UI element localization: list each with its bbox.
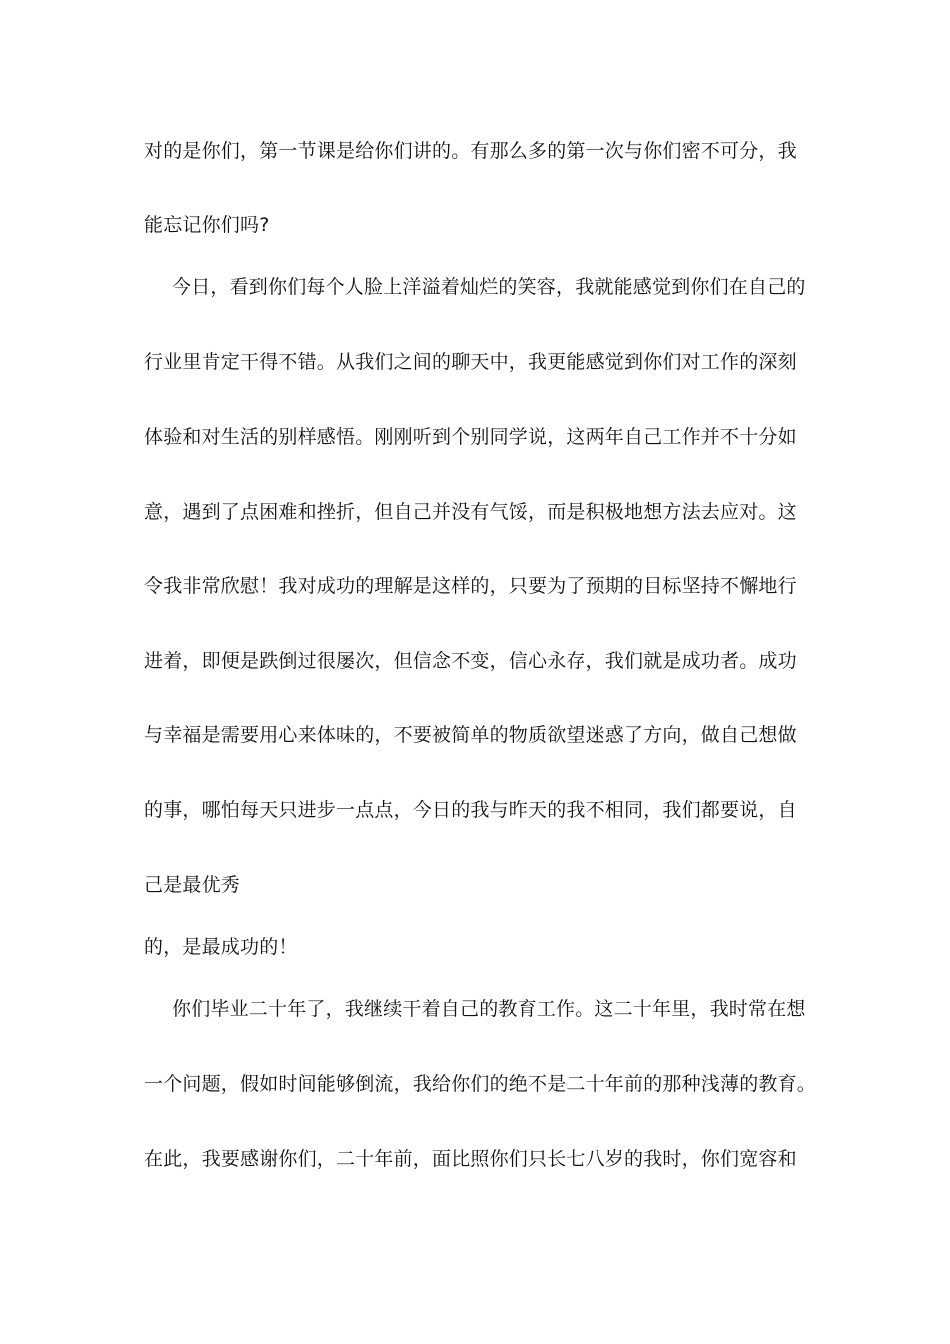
text-line-13: 你们毕业二十年了，我继续干着自己的教育工作。这二十年里，我时常在想: [172, 998, 806, 1020]
text-line-5: 体验和对生活的别样感悟。刚刚听到个别同学说，这两年自己工作并不十分如: [144, 426, 797, 448]
text-line-2: 能忘记你们吗?: [144, 214, 270, 236]
text-line-11: 己是最优秀: [144, 874, 241, 896]
text-line-10: 的事，哪怕每天只进步一点点，今日的我与昨天的我不相同，我们都要说，自: [144, 799, 797, 821]
text-line-3: 今日，看到你们每个人脸上洋溢着灿烂的笑容，我就能感觉到你们在自己的: [172, 276, 806, 298]
text-line-14: 一个问题，假如时间能够倒流，我给你们的绝不是二十年前的那种浅薄的教育。: [144, 1073, 817, 1095]
text-line-12: 的，是最成功的！: [144, 936, 298, 958]
text-line-6: 意，遇到了点困难和挫折，但自己并没有气馁，而是积极地想方法去应对。这: [144, 501, 797, 523]
text-line-7: 令我非常欣慰！我对成功的理解是这样的，只要为了预期的目标坚持不懈地行: [144, 575, 797, 597]
text-line-8: 进着，即便是跌倒过很屡次，但信念不变，信心永存，我们就是成功者。成功: [144, 650, 797, 672]
text-line-15: 在此，我要感谢你们，二十年前，面比照你们只长七八岁的我时，你们宽容和: [144, 1148, 797, 1170]
text-line-4: 行业里肯定干得不错。从我们之间的聊天中，我更能感觉到你们对工作的深刻: [144, 351, 797, 373]
text-line-9: 与幸福是需要用心来体味的，不要被简单的物质欲望迷惑了方向，做自己想做: [144, 724, 797, 746]
text-line-1: 对的是你们，第一节课是给你们讲的。有那么多的第一次与你们密不可分，我: [144, 140, 797, 162]
